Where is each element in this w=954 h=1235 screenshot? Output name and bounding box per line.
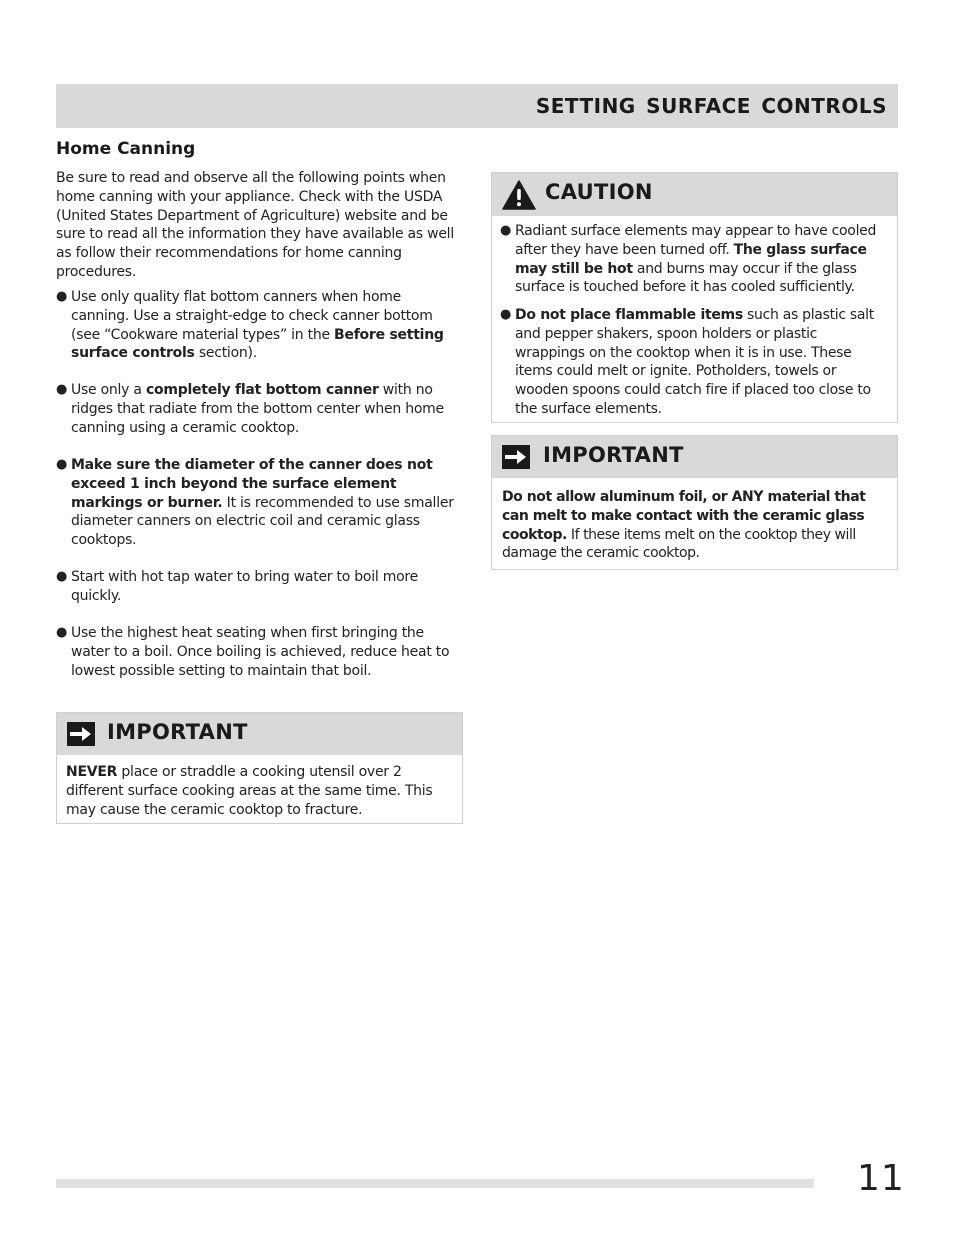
important-box-right — [491, 435, 898, 570]
section-title: Home Canning — [56, 139, 196, 159]
intro-paragraph: Be sure to read and observe all the following points when home canning with your appliance. Check with the USDA (United States Department of Agriculture) website and be sure to read all the information they have available as well as follow their recommendations for home canning procedures. — [56, 170, 454, 280]
bullet-icon: ● — [500, 307, 512, 322]
bullet-icon: ● — [500, 223, 512, 238]
bullet-icon: ● — [56, 457, 68, 472]
important-box-header — [492, 436, 897, 478]
important-box-header — [57, 713, 462, 755]
list-item: ● Use only a completely flat bottom canner with no ridges that radiate from the bottom center when home canning using a ceramic cooktop. — [56, 382, 444, 436]
important-box-left — [56, 712, 463, 824]
list-item: ● Use the highest heat seating when first bringing the water to a boil. Once boiling is achieved, reduce heat to lowest possible setting to maintain that boil. — [56, 625, 450, 679]
caution-box — [491, 172, 898, 423]
bullet-icon: ● — [56, 382, 68, 397]
arrow-right-icon — [502, 445, 530, 469]
important-title: IMPORTANT — [543, 443, 684, 467]
caution-title: CAUTION — [545, 180, 653, 204]
footer-bar — [56, 1179, 814, 1188]
bullet-icon: ● — [56, 569, 68, 584]
list-item: ● Radiant surface elements may appear to have cooled after they have been turned off. The glass surface may still be hot and burns may occur if the glass surface is touched before it has cooled sufficiently. — [500, 223, 877, 296]
list-item: ● Do not place flammable items such as plastic salt and pepper shakers, spoon holders or plastic wrappings on the cooktop when it is in use. These items could melt or ignite. Potholders, towels or wooden spoons could catch fire if placed too close to the surface elements. — [500, 307, 874, 417]
page-title: SETTING SURFACE CONTROLS — [535, 94, 887, 118]
arrow-right-icon — [67, 722, 95, 746]
header-bar — [56, 84, 898, 128]
list-item: ● Use only quality flat bottom canners when home canning. Use a straight-edge to check canner bottom (see “Cookware material types” in the Before setting surface controls section). — [56, 289, 444, 362]
important-title: IMPORTANT — [107, 720, 248, 744]
important-text: Do not allow aluminum foil, or ANY material that can melt to make contact with the ceramic glass cooktop. If these items melt on the cooktop they will damage the ceramic cooktop. — [502, 489, 866, 562]
bullet-icon: ● — [56, 625, 68, 640]
page-number: 11 — [857, 1158, 905, 1199]
warning-triangle-icon — [502, 180, 536, 210]
caution-box-header — [492, 173, 897, 216]
bullet-icon: ● — [56, 289, 68, 304]
important-text: NEVER place or straddle a cooking utensil over 2 different surface cooking areas at the same time. This may cause the ceramic cooktop to fracture. — [66, 764, 433, 818]
list-item: ● Make sure the diameter of the canner does not exceed 1 inch beyond the surface element markings or burner. It is recommended to use smaller diameter canners on electric coil and ceramic glass cooktops. — [56, 457, 454, 549]
list-item: ● Start with hot tap water to bring water to boil more quickly. — [56, 569, 418, 604]
